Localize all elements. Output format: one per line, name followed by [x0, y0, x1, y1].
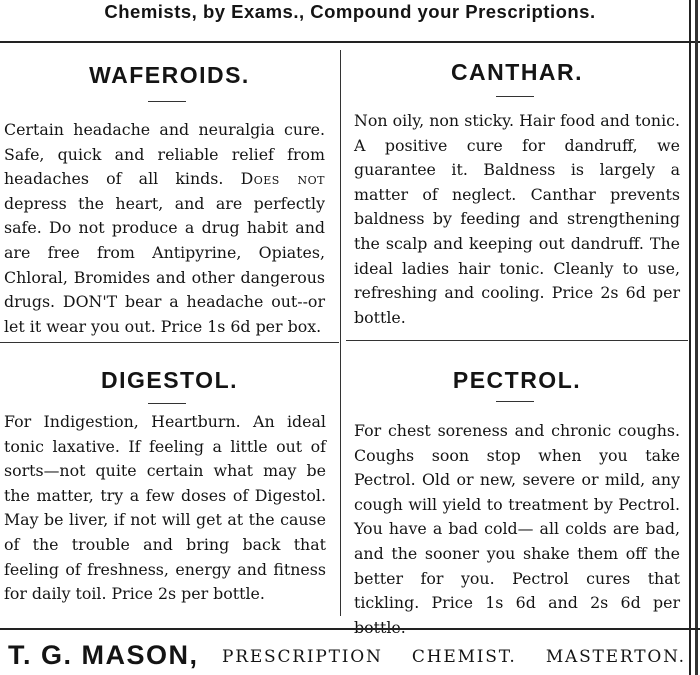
footer-occupation: PRESCRIPTION CHEMIST.: [222, 647, 517, 667]
waferoids-title: WAFEROIDS.: [89, 62, 250, 88]
digestol-ad: [0, 343, 339, 627]
header-tagline: Chemists, by Exams., Compound your Prescriptions.: [104, 1, 596, 22]
footer: [0, 638, 700, 672]
pectrol-title-rule: [496, 401, 534, 402]
canthar-body: Non oily, non sticky. Hair food and tonic. A positive cure for dandruff, we guarantee it. Baldness is largely a matter of neglect. Canthar prevents baldness by feeding and strengthening the scalp and keeping out dandruff. The ideal ladies hair tonic. Cleanly to use, refreshing and cooling. Price 2s 6d per bottle.: [354, 111, 680, 327]
waferoids-body-emphasis: Does not: [240, 169, 325, 189]
canthar-title-rule: [496, 96, 534, 97]
right-border: [689, 0, 691, 675]
waferoids-ad: [0, 43, 339, 341]
column-divider: [340, 50, 341, 616]
canthar-title: CANTHAR.: [450, 59, 584, 85]
footer-details: [222, 640, 686, 674]
bottom-divider: [0, 628, 700, 630]
waferoids-body: [4, 118, 325, 339]
pectrol-body: For chest soreness and chronic coughs. Coughs soon stop when you take Pectrol. Old or new, severe or mild, any cough will yield to treatment by Pectrol. You have a bad cold— all colds are bad, and the sooner you shake them off the better for you. Pectrol cures that tickling. Price 1s 6d and 2s 6d per: [354, 421, 680, 613]
waferoids-body-before: Certain headache and neuralgia cure. Safe, quick and reliable relief from headaches of all kinds.: [4, 120, 325, 189]
canthar-ad: [346, 43, 688, 339]
digestol-title-rule: [148, 403, 186, 404]
right-border-outer: [695, 0, 698, 675]
pectrol-ad: [346, 341, 688, 627]
footer-town: MASTERTON.: [545, 647, 686, 667]
digestol-title: DIGESTOL.: [100, 367, 239, 393]
waferoids-title-rule: [148, 101, 186, 102]
pectrol-title: PECTROL.: [452, 367, 582, 393]
digestol-body: For Indigestion, Heartburn. An ideal tonic laxative. If feeling a little out of sorts—not quite certain what may be the matter, try a few doses of Digestol. May be liver, if not will get at the cause of the trouble and bring back that feeling of freshness, energy and fitness for daily toil. Price 2s per bottle.: [4, 412, 326, 604]
waferoids-body-after: depress the heart, and are perfectly safe. Do not produce a drug habit and are free from Antipyrine, Opiates, Chloral, Bromides and other dangerous drugs. DON'T bear a headache out--or let it wear you out. Price 1s 6d per box.: [4, 193, 325, 336]
footer-chemist-name: T. G. MASON,: [8, 640, 199, 670]
